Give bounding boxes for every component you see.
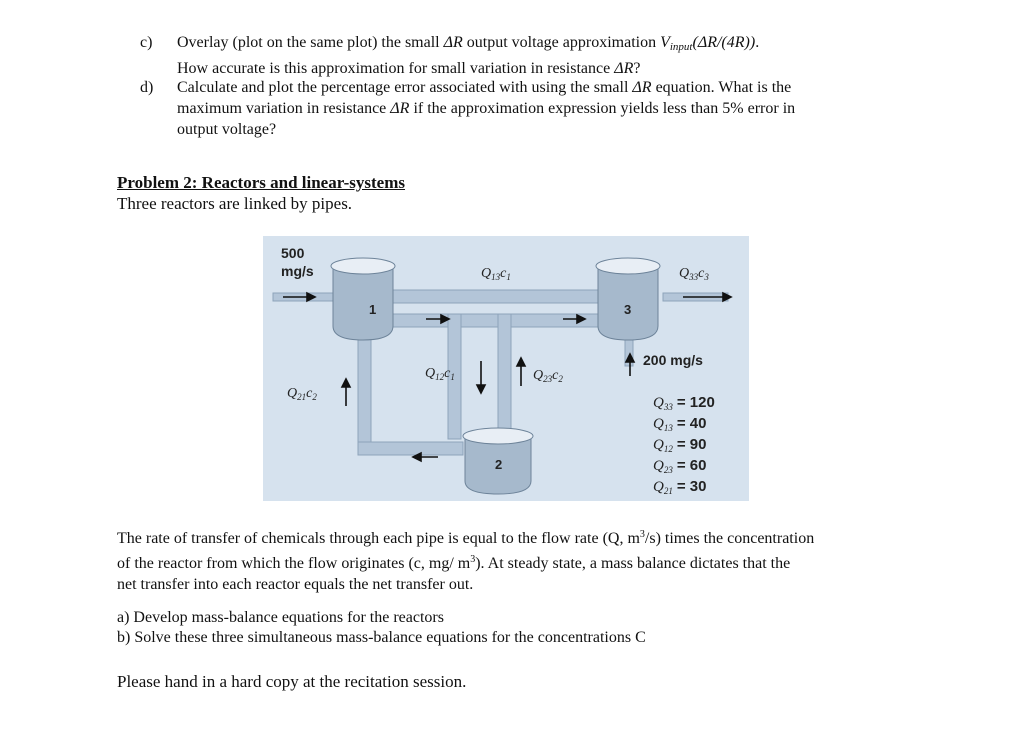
reactor-2 bbox=[463, 428, 533, 494]
reactor-1 bbox=[331, 258, 395, 340]
reactor-diagram bbox=[263, 236, 749, 501]
inflow-1-unit: mg/s bbox=[281, 263, 314, 279]
flow-q12: $Q_{12} = 90$ bbox=[653, 436, 707, 454]
label-q23-c2: $Q_{23}c_2$ bbox=[533, 368, 563, 384]
reactor-2-label: 2 bbox=[495, 457, 503, 472]
transfer-paragraph: The rate of transfer of chemicals through each pipe is equal to the flow rate (Q, $m^3/s$) times the concentration of the reactor from which the flow originates (c, mg/ $m^3$). At steady state, a mass balance dictates that the net transfer into each reactor equals the net transfer out. bbox=[117, 529, 815, 593]
pipe-1-to-3 bbox=[389, 290, 605, 303]
question-d-line3: output voltage? bbox=[177, 121, 277, 138]
label-q21-c2: $Q_{21}c_2$ bbox=[287, 386, 317, 402]
question-d-label: d) bbox=[140, 79, 154, 96]
question-c-text bbox=[177, 32, 897, 79]
flow-q23: $Q_{23} = 60$ bbox=[653, 457, 707, 475]
flow-q13: $Q_{13} = 40$ bbox=[653, 415, 707, 433]
flow-q21: $Q_{21} = 30$ bbox=[653, 478, 707, 496]
hand-in-note: Please hand in a hard copy at the recitation session. bbox=[117, 672, 467, 691]
question-c-line1: Overlay (plot on the same plot) the small ΔR output voltage approximation $V_{input}(\Delta R/(4R))$. bbox=[177, 34, 760, 53]
flow-values bbox=[653, 394, 715, 496]
problem2-intro: Three reactors are linked by pipes. bbox=[117, 194, 353, 213]
problem2-heading: Problem 2: Reactors and linear-systems bbox=[117, 173, 406, 192]
task-b: b) Solve these three simultaneous mass-balance equations for the concentrations C bbox=[117, 629, 646, 646]
reactor-1-label: 1 bbox=[369, 302, 377, 317]
inflow-3-label: 200 mg/s bbox=[643, 352, 703, 368]
flow-q33: $Q_{33} = 120$ bbox=[653, 394, 715, 412]
reactor-3-label: 3 bbox=[624, 302, 632, 317]
inflow-1-value: 500 bbox=[281, 245, 305, 261]
reactor-3 bbox=[596, 258, 660, 340]
question-d-text bbox=[177, 77, 897, 140]
pipe-horizontal-lower bbox=[381, 314, 603, 327]
pipe-2-to-1-column bbox=[358, 336, 371, 454]
pipe-3-to-2-column bbox=[498, 314, 511, 439]
label-q13-c1: $Q_{13}c_1$ bbox=[481, 266, 511, 282]
task-a: a) Develop mass-balance equations for the reactors bbox=[117, 609, 444, 626]
label-q12-c1: $Q_{12}c_1$ bbox=[425, 366, 455, 382]
question-c-label: c) bbox=[140, 34, 153, 51]
question-c-line2: How accurate is this approximation for small variation in resistance ΔR? bbox=[177, 60, 641, 77]
question-d-line2: maximum variation in resistance ΔR if the approximation expression yields less than 5% error in bbox=[177, 100, 796, 117]
label-q33-c3: $Q_{33}c_3$ bbox=[679, 266, 709, 282]
question-d-line1: Calculate and plot the percentage error associated with using the small ΔR equation. What is the bbox=[177, 79, 792, 96]
pipe-2-to-1 bbox=[358, 442, 463, 455]
